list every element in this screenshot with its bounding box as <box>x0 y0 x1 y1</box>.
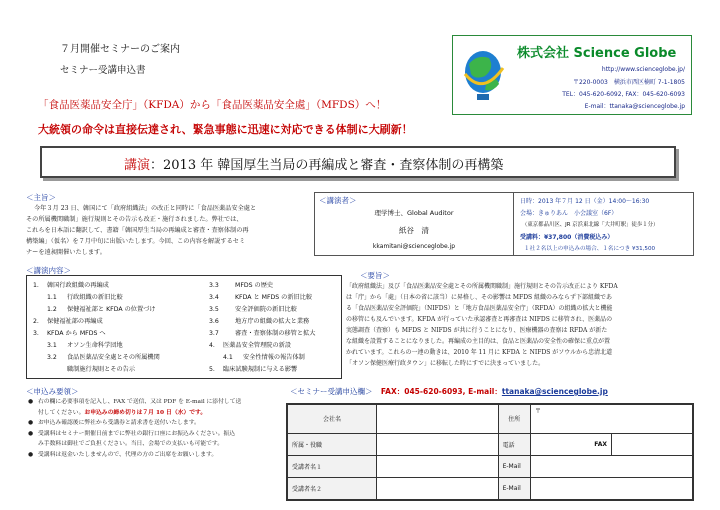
summary-section <box>346 270 694 369</box>
form-email-link[interactable]: ttanaka@scienceglobe.jp <box>501 387 608 396</box>
page-subtitle: セミナー受講申込書 <box>60 65 146 76</box>
contents-right-column: 3.3 MFDS の歴史 3.4 KFDA と MFDS の新旧比較 3.5 安全評価院の新旧比較 3.6 地方庁の組織の拡大と業務 3.7 審査・査察体制の移管と拡大 4. 医薬品安全管理院の新設 4.1 安全性情報の報告体制 5. 臨床試験規制に与える影響 <box>209 282 316 373</box>
email1-label: E-Mail <box>498 455 530 477</box>
apply-section <box>26 386 288 460</box>
banner-title: ：2013 年 韓国厚生当局の再編成と審査・査察体制の再構築 <box>150 158 504 173</box>
fax-field[interactable] <box>611 433 692 455</box>
company-name: 株式会社 Science Globe <box>517 46 677 61</box>
contents-left-column: 1. 韓国行政組織の再編成 1.1 行政組織の新旧比較 1.2 保健福祉部と KFDA の位置づけ 2. 保健福祉部の再編成 3. KFDA から MFDS へ 3.1 オソン生命科学団地 3.2 食品医薬品安全處とその所属機関 職制施行規則とその告示 <box>33 282 160 373</box>
address-field[interactable] <box>530 405 692 434</box>
email2-field[interactable] <box>530 477 692 499</box>
contents-label: ＜講演内容＞ <box>26 266 71 275</box>
globe-logo-icon <box>459 46 507 102</box>
company-name-label: 会社名 <box>288 405 377 434</box>
apply-item: ● 受講料はセミナー開催日前までに弊社の銀行口座にお振込みください。振込 み手数料は御社でご負担ください。当日、会場での支払いも可能です。 <box>28 430 236 447</box>
tel-field[interactable] <box>530 433 611 455</box>
contents-box <box>26 275 342 379</box>
event-venue: 会場：きゅりあん 小会議室（6F） <box>520 210 618 217</box>
attendee2-field[interactable] <box>377 477 499 499</box>
fax-label: FAX <box>594 440 607 448</box>
summary-label: ＜要旨＞ <box>360 271 390 280</box>
attendee2-label: 受講者名２ <box>288 477 377 499</box>
lecture-banner <box>40 146 676 178</box>
tel-label: 電話 <box>498 433 530 455</box>
registration-form <box>286 403 694 501</box>
apply-label: ＜申込み要領＞ <box>26 387 79 396</box>
event-fee-note: １社２名以上の申込みの場合、１名につき ¥31,500 <box>524 246 656 252</box>
event-access: （東京都品川区、JR 京浜東北線「大井町駅」徒歩１分） <box>522 222 659 228</box>
company-email[interactable]: E-mail：ttanaka@scienceglobe.jp <box>584 103 685 110</box>
event-date: 日時：2013 年７月 12 日（金）14:00〜16:30 <box>520 198 650 205</box>
speaker-box <box>314 192 514 256</box>
tagline-2: 大統領の命令は直接伝達され、緊急事態に迅速に対応できる体制に大刷新！ <box>38 123 413 136</box>
tagline-1: 「食品医薬品安全庁」（KFDA）から「食品医薬品安全處」（MFDS）へ！ <box>38 99 387 111</box>
attendee1-field[interactable] <box>377 455 499 477</box>
address-label: 住所 <box>498 405 530 434</box>
company-box <box>452 35 692 115</box>
speaker-label: ＜講演者＞ <box>319 196 357 205</box>
summary-text: 「政府組織法」及び「食品医薬品安全處とその所属機関職制」施行規則とその告示改正により KFDA は「庁」から「處」（日本の省に該当）に昇格し、その影響は MFDS 組織のみならず下部組織であ る「食品医薬品安全評価院」（NIFDS）と「地方食品医薬品安全庁」（RFDA）の組織の拡大と機能 の移管にも及んでいます。KFDA が行っていた承認審査と再審査は NIFDS に移管され、医薬品の 実態調査（査察）も MFDS と NIFDS が共に行うことになり、医療機器の査察は RFDA が新た な組織を設置することになりました。再編成の主目的は、食品と医薬品の安全性の確保に重点が置 かれています。これらの一連の動きは、2010 年 11 月に KFDA と NIFDS がソウルから忠清北道 「オソン保健医療行政タウン」に移転した時にすでに決まっていました。 <box>346 283 618 367</box>
form-heading: ＜セミナー受講申込欄＞ FAX：045-620-6093, E-mail：ttanaka@scienceglobe.jp <box>290 387 608 396</box>
page-title: ７月開催セミナーのご案内 <box>60 44 180 55</box>
apply-item: ● お申込み確認後に弊社から受講券と請求書を送付いたします。 <box>28 420 200 426</box>
company-name-field[interactable] <box>377 405 499 434</box>
speaker-name: 紙谷 清 <box>399 226 429 235</box>
event-box <box>514 192 694 256</box>
company-tel-fax: TEL：045-620-6092, FAX：045-620-6093 <box>562 91 685 98</box>
email2-label: E-Mail <box>498 477 530 499</box>
company-url[interactable]: http://www.scienceglobe.jp/ <box>601 66 685 73</box>
apply-item: ● 右の欄に必要事項を記入し、FAX で送信、又は PDF を E-mail に添付して送 付してください。お申込みの締め切りは７月 10 日（水）です。 <box>28 399 242 416</box>
speaker-title: 理学博士、Global Auditor <box>374 209 454 217</box>
intro-section <box>26 192 316 258</box>
postal-mark: 〒 <box>534 408 541 415</box>
company-address: 〒220-0003 横浜市西区楠町 7-1-1805 <box>572 79 685 86</box>
dept-field[interactable] <box>377 433 499 455</box>
intro-label: ＜主旨＞ <box>26 193 56 202</box>
intro-text: 今年３月 23 日、韓国にて「政府組織法」の改正と同時に「食品医薬品安全處と その所属機関職制」施行規則とその告示も改正・施行されました。弊社では、 これらを日本語に翻訳して、書籍「韓国厚生当局の再編成と審査・査察体制の再 構築編」（仮名）を７月中旬に出版いたします。今回、この内容を解説するセミ ナーを遠昶開催いたします。 <box>26 205 257 256</box>
banner-prefix: 講演 <box>124 158 151 173</box>
speaker-email[interactable]: kkamitani@scienceglobe.jp <box>372 243 456 250</box>
dept-label: 所属・役職 <box>288 433 377 455</box>
apply-item: ● 受講料は返金いたしませんので、代理の方のご出席をお願いします。 <box>28 451 218 458</box>
attendee1-label: 受講者名１ <box>288 455 377 477</box>
email1-field[interactable] <box>530 455 692 477</box>
event-fee: 受講料：¥37,800（消費税込み） <box>520 234 614 241</box>
